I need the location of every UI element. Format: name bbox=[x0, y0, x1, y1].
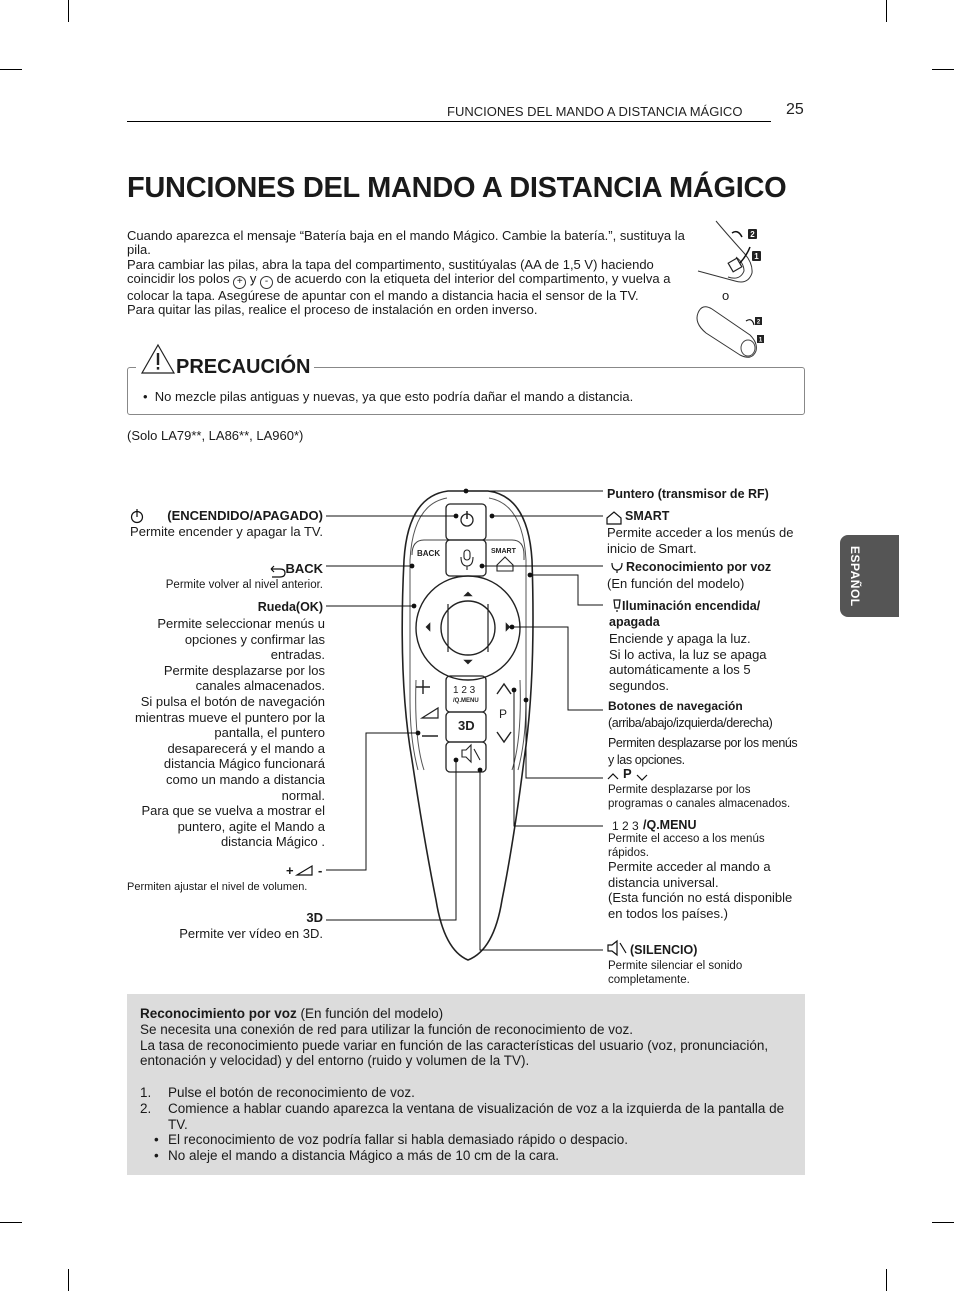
models-note: (Solo LA79**, LA86**, LA960*) bbox=[127, 428, 304, 443]
wheel-label: Rueda(OK) bbox=[257, 600, 323, 614]
light-desc: Enciende y apaga la luz. Si lo activa, la luz se apaga automáticamente a los 5 segundos. bbox=[609, 631, 767, 693]
vol-plus-label: + bbox=[286, 863, 294, 878]
smart-label: SMART bbox=[625, 509, 670, 523]
qmenu-desc1: Permite el acceso a los menús rápidos. bbox=[608, 833, 765, 859]
three-d-desc: Permite ver vídeo en 3D. bbox=[179, 926, 323, 941]
page-number: 25 bbox=[786, 101, 804, 118]
svg-text:3D: 3D bbox=[458, 718, 475, 733]
svg-text:2: 2 bbox=[750, 230, 755, 239]
p-desc: Permite desplazarse por los programas o canales almacenados. bbox=[608, 784, 791, 810]
svg-text:BACK: BACK bbox=[417, 549, 441, 558]
nav-sub: (arriba/abajo/izquierda/derecha) bbox=[608, 716, 773, 730]
voice-note: Reconocimiento por voz (En función del modelo) Se necesita una conexión de red para utilizar la función de reconocimiento de voz. La tasa de reconocimiento puede variar en función de las características del usuario (voz, pronunciación, entonación y velocidad) y del entorno (ruido y volumen de la TV). 1. Pulse el botón de reconocimiento de voz. 2. Comience a hablar cuando aparezca la ventana de visualización de voz a la izquierda de la pantalla de TV. • El reconocimiento de voz podría fallar si habla demasiado rápido o despacio. • No aleje el mando a distancia Mágico a más de 10 cm de la cara. bbox=[140, 1006, 795, 1164]
voice-label: Reconocimiento por voz bbox=[626, 560, 772, 574]
voice-desc: (En función del modelo) bbox=[607, 576, 745, 591]
mute-desc: Permite silenciar el sonido completamente. bbox=[608, 960, 743, 986]
p-label: P bbox=[623, 766, 632, 781]
svg-text:1: 1 bbox=[758, 337, 763, 344]
voice-step: 1. Pulse el botón de reconocimiento de voz. bbox=[140, 1084, 415, 1100]
plus-pole-icon: + bbox=[233, 276, 246, 289]
intro-p1: Cuando aparezca el mensaje “Batería baja en el mando Mágico. Cambie la batería.”, sustituya la pila. bbox=[127, 228, 685, 258]
intro-p3: Para quitar las pilas, realice el proceso de instalación en orden inverso. bbox=[127, 302, 538, 318]
svg-text:P: P bbox=[499, 707, 508, 721]
voice-step: 2. Comience a hablar cuando aparezca la ventana de visualización de voz a la izquierda de la pantalla de TV. bbox=[140, 1100, 785, 1132]
running-header: FUNCIONES DEL MANDO A DISTANCIA MÁGICO bbox=[447, 104, 743, 119]
smart-desc: Permite acceder a los menús de inicio de Smart. bbox=[607, 525, 794, 556]
intro-p2: Para cambiar las pilas, abra la tapa del compartimento, sustitúyalas (AA de 1,5 V) haciendo coincidir los polos + y - de acuerdo con la etiqueta del interior del compartimento, y vuelva a colocar la tapa. Asegúrese de apuntar con el mando a distancia hacia el sensor de la TV. bbox=[127, 256, 671, 303]
svg-text:1: 1 bbox=[754, 252, 759, 261]
pointer-label: Puntero (transmisor de RF) bbox=[607, 487, 769, 501]
language-tab-label: ESPAÑOL bbox=[848, 546, 862, 607]
svg-text:/Q.MENU: /Q.MENU bbox=[453, 698, 479, 704]
svg-text:2: 2 bbox=[756, 319, 761, 326]
light-label: Iluminación encendida/ apagada bbox=[609, 599, 761, 629]
qmenu-num: 1 2 3 bbox=[612, 819, 639, 833]
three-d-label: 3D bbox=[306, 910, 323, 925]
power-desc: Permite encender y apagar la TV. bbox=[130, 524, 323, 539]
vol-desc: Permiten ajustar el nivel de volumen. bbox=[127, 881, 308, 893]
voice-bullet: • El reconocimiento de voz podría fallar si habla demasiado rápido o despacio. bbox=[154, 1132, 629, 1148]
power-label: (ENCENDIDO/APAGADO) bbox=[167, 508, 323, 523]
vol-minus-label: - bbox=[318, 863, 323, 878]
mute-label: (SILENCIO) bbox=[630, 943, 698, 957]
voice-bullet: • No aleje el mando a distancia Mágico a más de 10 cm de la cara. bbox=[154, 1148, 559, 1164]
back-label: BACK bbox=[285, 561, 323, 576]
caution-item: • No mezcle pilas antiguas y nuevas, ya que esto podría dañar el mando a distancia. bbox=[143, 389, 634, 404]
page-title: FUNCIONES DEL MANDO A DISTANCIA MÁGICO bbox=[127, 172, 787, 204]
or-label: o bbox=[722, 288, 730, 303]
svg-text:SMART: SMART bbox=[491, 548, 516, 555]
back-desc: Permite volver al nivel anterior. bbox=[165, 579, 323, 591]
nav-label: Botones de navegación bbox=[608, 699, 743, 713]
caution-title: PRECAUCIÓN bbox=[136, 356, 314, 379]
svg-text:1 2 3: 1 2 3 bbox=[453, 685, 476, 696]
wheel-desc: Permite seleccionar menús u opciones y confirmar las entradas. Permite desplazarse por los canales almacenados. Si pulsa el botón de navegación mientras mueve el puntero por la pantalla, el puntero desaparecerá y el mando a distancia Mágico funcionará como un mando a distancia normal. Para que se vuelva a mostrar el puntero, agite el Mando a distancia Mágico . bbox=[134, 616, 325, 850]
qmenu-desc: Permite acceder al mando a distancia universal. (Esta función no está disponible en todos los países.) bbox=[608, 859, 793, 921]
minus-pole-icon: - bbox=[260, 276, 273, 289]
nav-desc: Permiten desplazarse por los menús y las opciones. bbox=[608, 736, 798, 767]
qmenu-label: /Q.MENU bbox=[643, 818, 697, 832]
